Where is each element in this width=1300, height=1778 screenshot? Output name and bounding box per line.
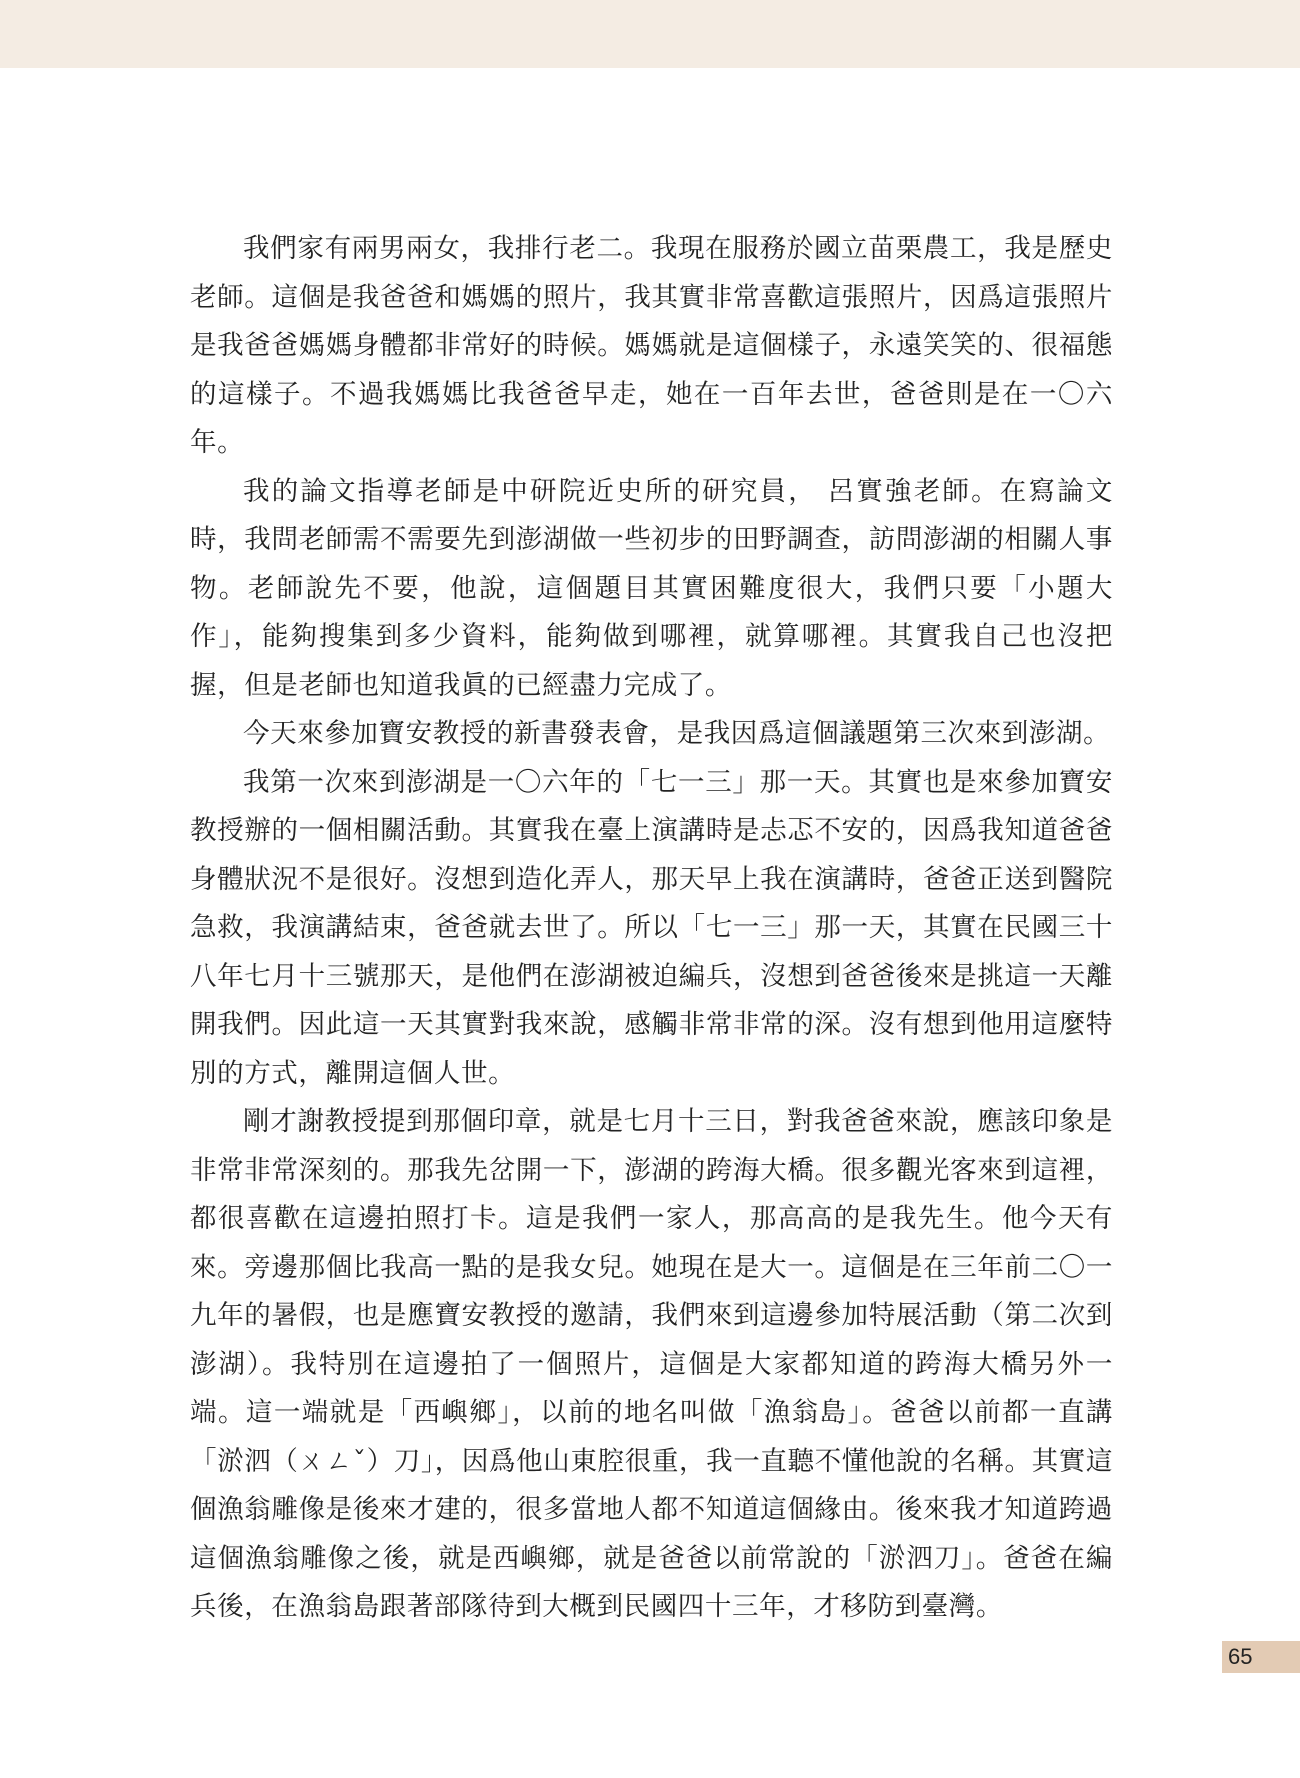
paragraph-3: 今天來參加寶安教授的新書發表會，是我因爲這個議題第三次來到澎湖。 — [243, 718, 1111, 749]
article-body — [190, 225, 1113, 1632]
page-number: 65 — [1228, 1644, 1253, 1669]
paragraph-2: 我的論文指導老師是中研院近史所的研究員， 呂實強老師。在寫論文時，我問老師需不需要先到澎湖做一些初步的田野調查，訪問澎湖的相關人事物。老師說先不要，他說，這個題目其實困難度很大，我們只要「小題大作」，能夠搜集到多少資料，能夠做到哪裡，就算哪裡。其實我自己也沒把握，但是老師也知道我眞的已經盡力完成了。 — [190, 475, 1113, 701]
paragraph-1: 我們家有兩男兩女，我排行老二。我現在服務於國立苗栗農工，我是歷史老師。這個是我爸爸和媽媽的照片，我其實非常喜歡這張照片，因爲這張照片是我爸爸媽媽身體都非常好的時候。媽媽就是這個樣子，永遠笑笑的、很福態的這樣子。不過我媽媽比我爸爸早走，她在一百年去世，爸爸則是在一〇六年。 — [190, 233, 1113, 458]
paragraph-5: 剛才謝教授提到那個印章，就是七月十三日，對我爸爸來說，應該印象是非常非常深刻的。那我先岔開一下，澎湖的跨海大橋。很多觀光客來到這裡，都很喜歡在這邊拍照打卡。這是我們一家人，那高高的是我先生。他今天有來。旁邊那個比我高一點的是我女兒。她現在是大一。這個是在三年前二〇一九年的暑假，也是應寶安教授的邀請，我們來到這邊參加特展活動（第二次到澎湖）。我特別在這邊拍了一個照片，這個是大家都知道的跨海大橋另外一端。這一端就是「西嶼鄉」，以前的地名叫做「漁翁島」。爸爸以前都一直講「淤泗（ㄨㄥˇ）刀」，因爲他山東腔很重，我一直聽不懂他說的名稱。其實這個漁翁雕像是後來才建的，很多當地人都不知道這個緣由。後來我才知道跨過這個漁翁雕像之後，就是西嶼鄉，就是爸爸以前常說的「淤泗刀」。爸爸在編兵後，在漁翁島跟著部隊待到大概到民國四十三年，才移防到臺灣。 — [190, 1106, 1113, 1622]
header-band — [0, 0, 1300, 68]
paragraph-4: 我第一次來到澎湖是一〇六年的「七一三」那一天。其實也是來參加寶安教授辦的一個相關活動。其實我在臺上演講時是忐忑不安的，因爲我知道爸爸身體狀況不是很好。沒想到造化弄人，那天早上我在演講時，爸爸正送到醫院急救，我演講結束，爸爸就去世了。所以「七一三」那一天，其實在民國三十八年七月十三號那天，是他們在澎湖被迫編兵，沒想到爸爸後來是挑這一天離開我們。因此這一天其實對我來說，感觸非常非常的深。沒有想到他用這麼特別的方式，離開這個人世。 — [190, 766, 1113, 1089]
